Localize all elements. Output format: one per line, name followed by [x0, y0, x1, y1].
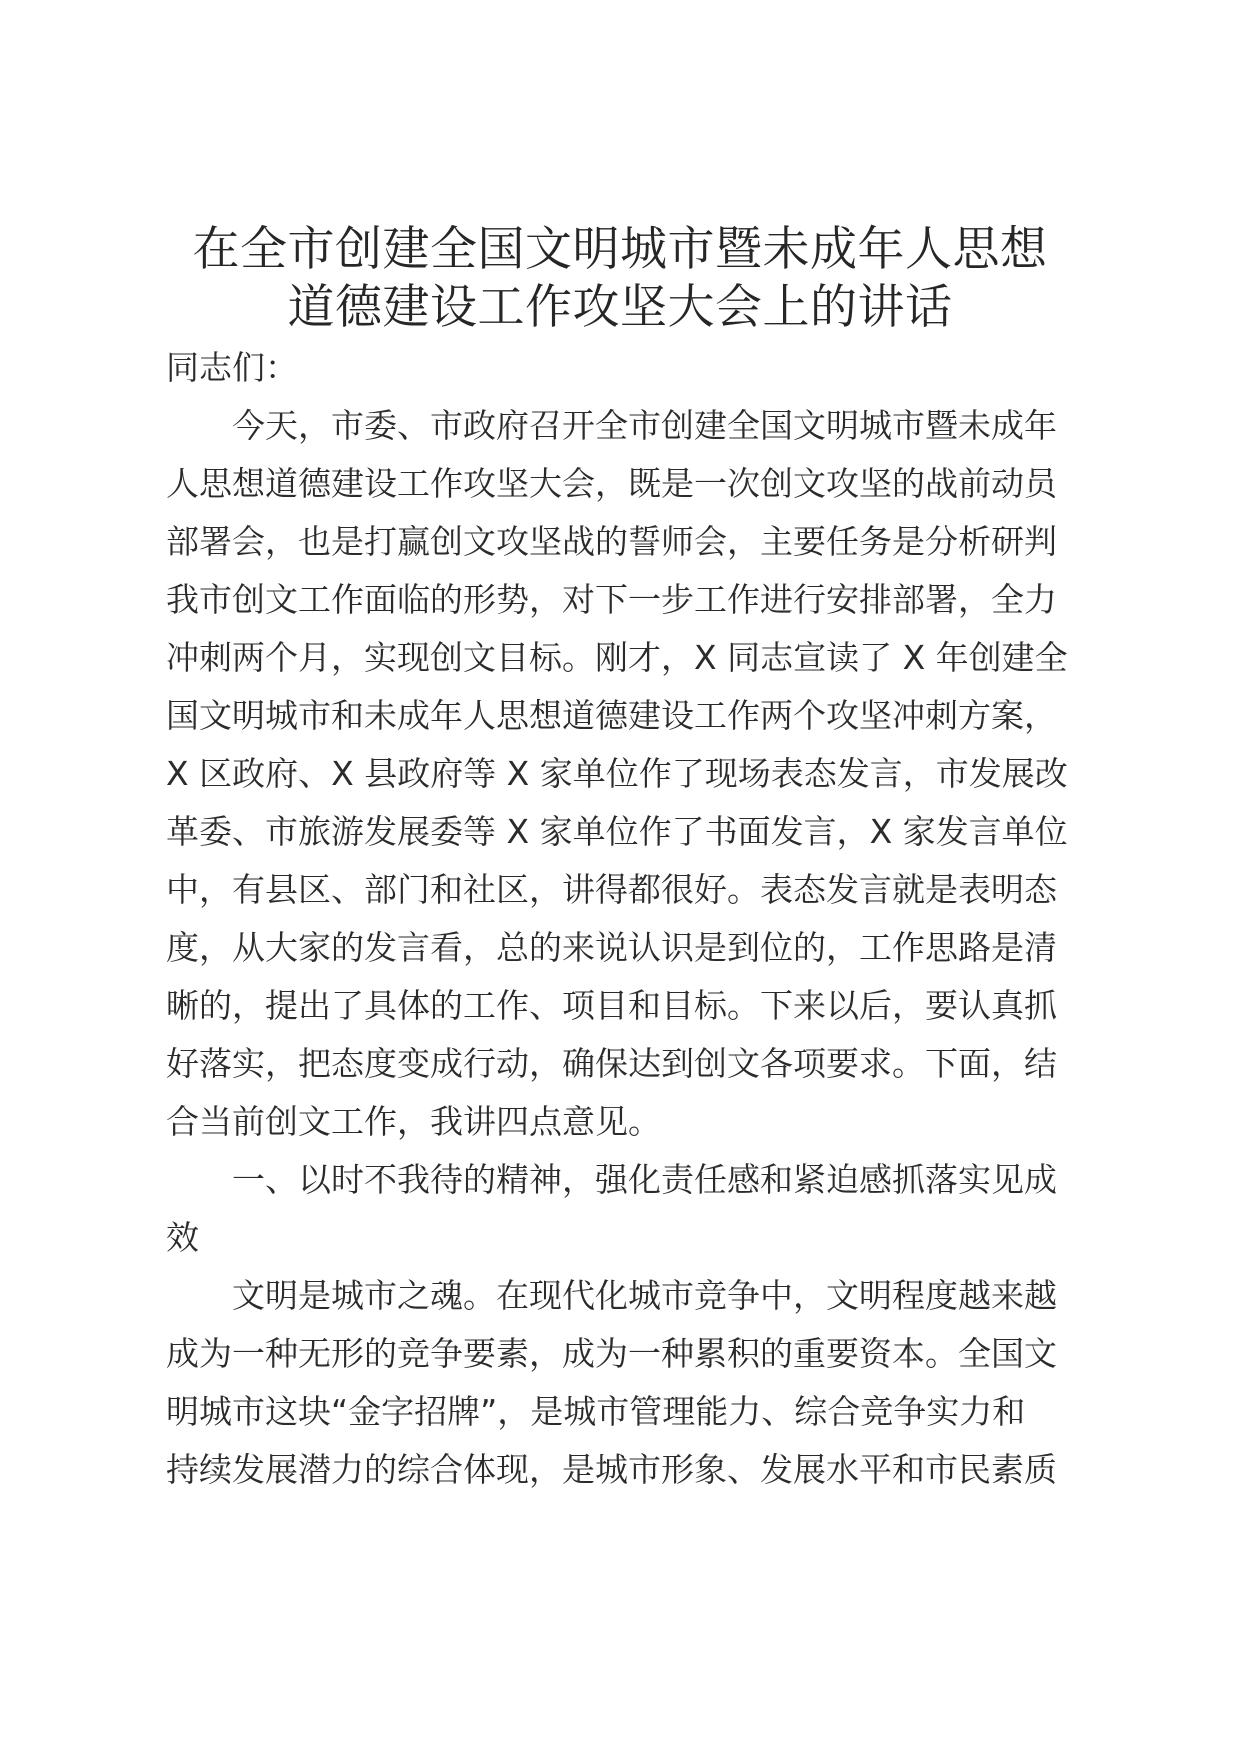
paragraph-line: 成为一种无形的竞争要素，成为一种累积的重要资本。全国文: [166, 1334, 1057, 1373]
paragraph-line: 晰的，提出了具体的工作、项目和目标。下来以后，要认真抓: [166, 986, 1057, 1025]
paragraph-line: 今天，市委、市政府召开全市创建全国文明城市暨未成年: [232, 406, 1057, 445]
paragraph-line: 持续发展潜力的综合体现，是城市形象、发展水平和市民素质: [166, 1450, 1057, 1489]
paragraph-line: 部署会，也是打赢创文攻坚战的誓师会，主要任务是分析研判: [166, 522, 1057, 561]
document-title-line-1: 在全市创建全国文明城市暨未成年人思想: [192, 222, 1048, 277]
paragraph-line: 革委、市旅游发展委等 X 家单位作了书面发言，X 家发言单位: [166, 812, 1068, 851]
salutation: 同志们：: [166, 348, 298, 387]
paragraph-line: X 区政府、X 县政府等 X 家单位作了现场表态发言，市发展改: [166, 754, 1068, 793]
paragraph-line: 我市创文工作面临的形势，对下一步工作进行安排部署，全力: [166, 580, 1057, 619]
paragraph-line: 合当前创文工作，我讲四点意见。: [166, 1102, 661, 1141]
paragraph-line: 中，有县区、部门和社区，讲得都很好。表态发言就是表明态: [166, 870, 1057, 909]
paragraph-line: 明城市这块“金字招牌”，是城市管理能力、综合竞争实力和: [166, 1392, 1026, 1431]
section-heading-line: 效: [166, 1218, 199, 1257]
paragraph-line: 人思想道德建设工作攻坚大会，既是一次创文攻坚的战前动员: [166, 464, 1057, 503]
paragraph-line: 文明是城市之魂。在现代化城市竞争中，文明程度越来越: [232, 1276, 1057, 1315]
section-heading-line: 一、以时不我待的精神，强化责任感和紧迫感抓落实见成: [232, 1160, 1057, 1199]
document-title-line-2: 道德建设工作攻坚大会上的讲话: [287, 280, 953, 335]
paragraph-line: 好落实，把态度变成行动，确保达到创文各项要求。下面，结: [166, 1044, 1057, 1083]
paragraph-line: 度，从大家的发言看，总的来说认识是到位的，工作思路是清: [166, 928, 1057, 967]
paragraph-line: 冲刺两个月，实现创文目标。刚才，X 同志宣读了 X 年创建全: [166, 638, 1068, 677]
paragraph-line: 国文明城市和未成年人思想道德建设工作两个攻坚冲刺方案，: [166, 696, 1057, 735]
